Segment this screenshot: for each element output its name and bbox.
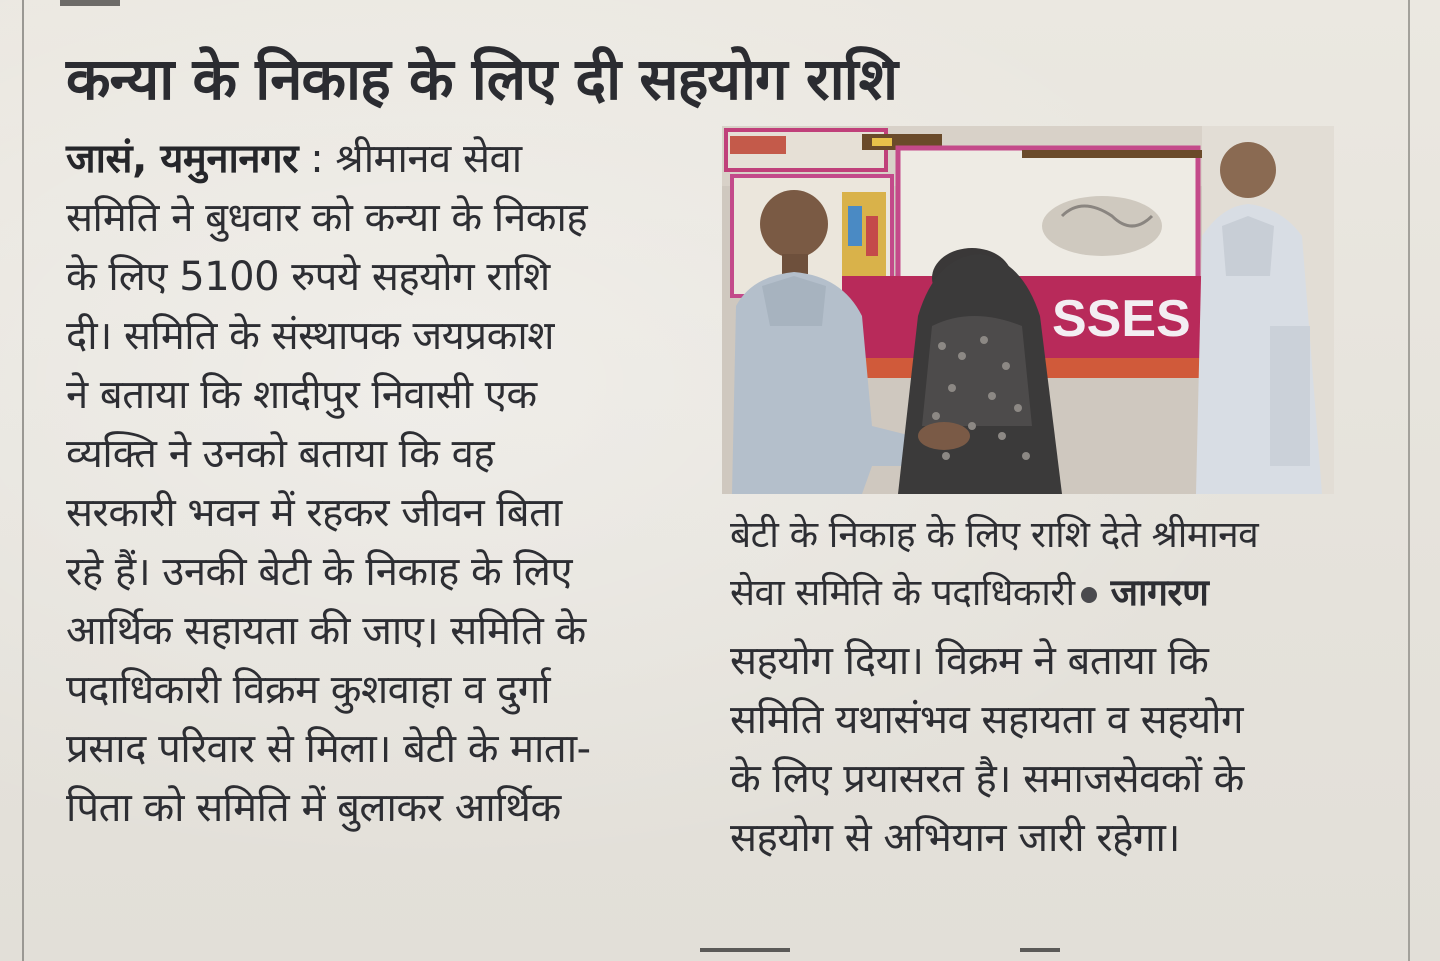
banner-text: SSES	[1052, 290, 1191, 348]
photo-credit: जागरण	[1110, 571, 1209, 614]
body-line: सरकारी भवन में रहकर जीवन बिता	[66, 490, 562, 536]
cropped-text-fragment	[1020, 948, 1060, 952]
body-line: आर्थिक सहायता की जाए। समिति के	[66, 608, 586, 654]
caption-line-text: सेवा समिति के पदाधिकारी	[730, 571, 1075, 614]
body-line: दी। समिति के संस्थापक जयप्रकाश	[66, 313, 554, 359]
body-line: समिति यथासंभव सहायता व सहयोग	[730, 697, 1243, 743]
body-line: पिता को समिति में बुलाकर आर्थिक	[66, 785, 561, 831]
body-line: के लिए 5100 रुपये सहयोग राशि	[66, 254, 550, 300]
bullet-icon	[1081, 587, 1097, 603]
column-rule-right	[1408, 0, 1410, 961]
cropped-text-fragment	[60, 0, 120, 6]
news-photo	[722, 126, 1334, 494]
article-headline: कन्या के निकाह के लिए दी सहयोग राशि	[66, 45, 898, 113]
cropped-text-fragment	[700, 948, 790, 952]
body-line: सहयोग से अभियान जारी रहेगा।	[730, 815, 1180, 861]
photo-illustration	[722, 126, 1334, 494]
body-line: ने बताया कि शादीपुर निवासी एक	[66, 372, 537, 418]
body-column-right	[730, 632, 1380, 868]
body-line: के लिए प्रयासरत है। समाजसेवकों के	[730, 756, 1244, 802]
body-line: समिति ने बुधवार को कन्या के निकाह	[66, 195, 588, 241]
body-line	[66, 130, 666, 189]
photo-caption	[730, 506, 1370, 622]
body-line-text: : श्रीमानव सेवा	[310, 136, 522, 182]
body-column-left	[66, 130, 666, 838]
body-line: रहे हैं। उनकी बेटी के निकाह के लिए	[66, 549, 572, 595]
caption-line: बेटी के निकाह के लिए राशि देते श्रीमानव	[730, 513, 1259, 556]
column-rule-left	[22, 0, 24, 961]
caption-line	[730, 564, 1370, 622]
dateline: जासं, यमुनानगर	[66, 136, 298, 182]
body-line: व्यक्ति ने उनको बताया कि वह	[66, 431, 495, 477]
body-line: सहयोग दिया। विक्रम ने बताया कि	[730, 638, 1209, 684]
body-line: पदाधिकारी विक्रम कुशवाहा व दुर्गा	[66, 667, 551, 713]
body-line: प्रसाद परिवार से मिला। बेटी के माता-	[66, 726, 591, 772]
